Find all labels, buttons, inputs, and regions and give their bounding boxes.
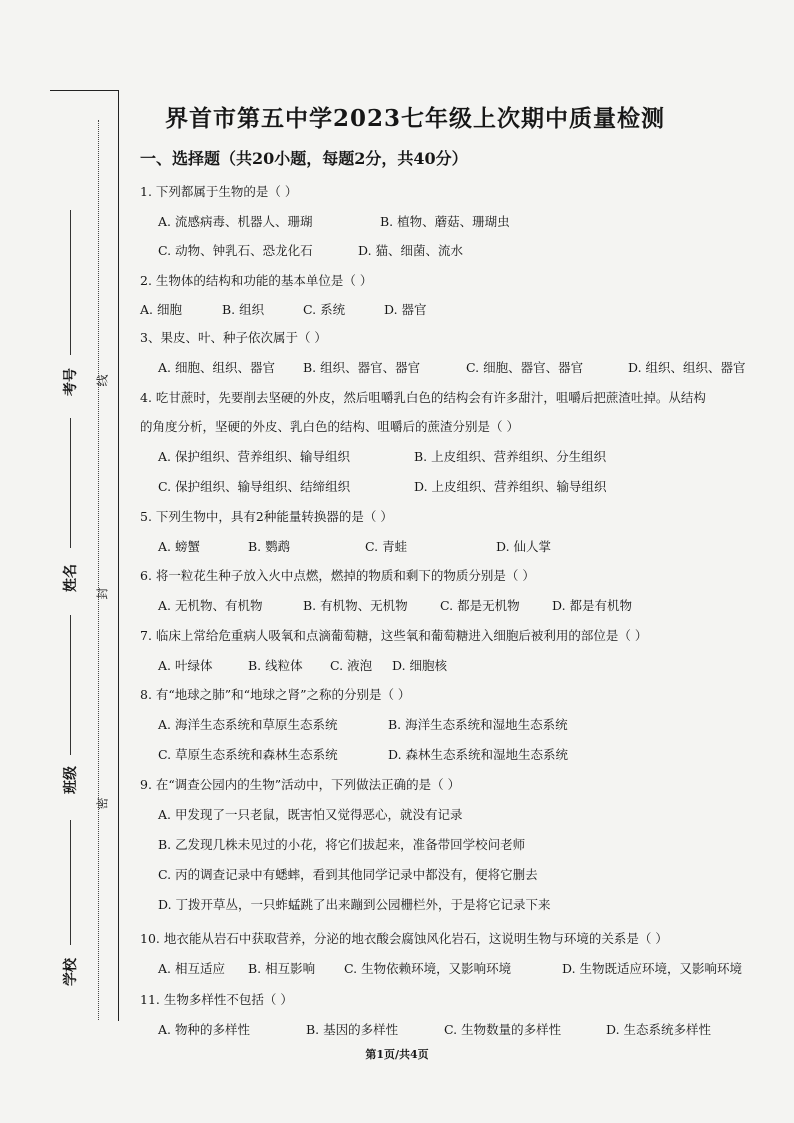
question-4-line-2: 的角度分析，坚硬的外皮、乳白色的结构、咀嚼后的蔗渣分别是（ ） <box>140 419 519 434</box>
question-8-option-a: A. 海洋生态系统和草原生态系统 <box>158 717 338 732</box>
question-1-option-d: D. 猫、细菌、流水 <box>358 243 464 258</box>
seal-seal-mark: 封 <box>95 587 110 600</box>
question-6-option-c: C. 都是无机物 <box>440 598 520 613</box>
question-11-option-b: B. 基因的多样性 <box>306 1022 399 1037</box>
question-3-option-a: A. 细胞、组织、器官 <box>158 360 275 375</box>
question-5-option-b: B. 鹦鹉 <box>248 539 291 554</box>
question-9-option-a: A. 甲发现了一只老鼠，既害怕又觉得恶心，就没有记录 <box>158 807 463 822</box>
question-1-option-c: C. 动物、钟乳石、恐龙化石 <box>158 243 313 258</box>
question-10-option-b: B. 相互影响 <box>248 961 316 976</box>
question-4-option-c: C. 保护组织、输导组织、结缔组织 <box>158 479 351 494</box>
question-7: 7. 临床上常给危重病人吸氧和点滴葡萄糖，这些氧和葡萄糖进入细胞后被利用的部位是（ ） <box>140 628 648 643</box>
question-2-option-c: C. 系统 <box>303 302 346 317</box>
exam-number-label: 考号 <box>63 368 79 396</box>
seal-line-mark: 线 <box>95 374 110 387</box>
question-3: 3、果皮、叶、种子依次属于（ ） <box>140 330 327 345</box>
seal-secret-mark: 密 <box>95 797 110 810</box>
question-9: 9. 在“调查公园内的生物”活动中，下列做法正确的是（ ） <box>140 777 461 792</box>
binding-margin-border <box>50 90 119 1021</box>
question-5-option-a: A. 螃蟹 <box>158 539 200 554</box>
question-1-option-a: A. 流感病毒、机器人、珊瑚 <box>158 214 313 229</box>
question-11-option-d: D. 生态系统多样性 <box>606 1022 712 1037</box>
question-8-option-c: C. 草原生态系统和森林生态系统 <box>158 747 338 762</box>
question-6-option-b: B. 有机物、无机物 <box>303 598 408 613</box>
question-9-option-d: D. 丁拨开草丛，一只蚱蜢跳了出来蹦到公园栅栏外，于是将它记录下来 <box>158 897 551 912</box>
question-2: 2. 生物体的结构和功能的基本单位是（ ） <box>140 273 373 288</box>
exam-title: 界首市第五中学2023七年级上次期中质量检测 <box>165 105 666 132</box>
question-4-option-d: D. 上皮组织、营养组织、输导组织 <box>414 479 607 494</box>
page-number: 第1页/共4页 <box>365 1048 429 1061</box>
question-1-option-b: B. 植物、蘑菇、珊瑚虫 <box>380 214 510 229</box>
question-6-option-a: A. 无机物、有机物 <box>158 598 263 613</box>
question-3-option-c: C. 细胞、器官、器官 <box>466 360 584 375</box>
question-4-option-a: A. 保护组织、营养组织、输导组织 <box>158 449 350 464</box>
name-rule <box>70 418 71 548</box>
seal-dotted-line <box>98 120 99 1020</box>
class-rule <box>70 615 71 755</box>
question-5: 5. 下列生物中，具有2种能量转换器的是（ ） <box>140 509 393 524</box>
question-8-option-b: B. 海洋生态系统和湿地生态系统 <box>388 717 568 732</box>
question-2-option-b: B. 组织 <box>222 302 265 317</box>
question-3-option-d: D. 组织、组织、器官 <box>628 360 746 375</box>
question-5-option-d: D. 仙人掌 <box>496 539 552 554</box>
question-10-option-a: A. 相互适应 <box>158 961 225 976</box>
question-4-line-1: 4. 吃甘蔗时，先要削去坚硬的外皮，然后咀嚼乳白色的结构会有许多甜汁，咀嚼后把蔗渣吐掉。从结构 <box>140 390 706 405</box>
question-6: 6. 将一粒花生种子放入火中点燃，燃掉的物质和剩下的物质分别是（ ） <box>140 568 535 583</box>
question-2-option-a: A. 细胞 <box>140 302 182 317</box>
class-label: 班级 <box>63 766 79 794</box>
question-11-option-c: C. 生物数量的多样性 <box>444 1022 562 1037</box>
question-5-option-c: C. 青蛙 <box>365 539 408 554</box>
school-label: 学校 <box>63 958 79 986</box>
exam-number-rule <box>70 210 71 355</box>
question-11: 11. 生物多样性不包括（ ） <box>140 992 293 1007</box>
question-7-option-a: A. 叶绿体 <box>158 658 213 673</box>
question-7-option-b: B. 线粒体 <box>248 658 303 673</box>
question-10-option-c: C. 生物依赖环境，又影响环境 <box>344 961 512 976</box>
question-8: 8. 有“地球之肺”和“地球之肾”之称的分别是（ ） <box>140 687 411 702</box>
question-7-option-c: C. 液泡 <box>330 658 373 673</box>
question-2-option-d: D. 器官 <box>384 302 427 317</box>
question-4-option-b: B. 上皮组织、营养组织、分生组织 <box>414 449 607 464</box>
section-heading: 一、选择题（共20小题，每题2分，共40分） <box>140 149 468 168</box>
question-10: 10. 地衣能从岩石中获取营养，分泌的地衣酸会腐蚀风化岩石，这说明生物与环境的关系是（ ） <box>140 931 668 946</box>
question-6-option-d: D. 都是有机物 <box>552 598 633 613</box>
school-rule <box>70 820 71 945</box>
name-label: 姓名 <box>63 564 79 592</box>
question-10-option-d: D. 生物既适应环境，又影响环境 <box>562 961 743 976</box>
question-11-option-a: A. 物种的多样性 <box>158 1022 250 1037</box>
question-1: 1. 下列都属于生物的是（ ） <box>140 184 298 199</box>
question-9-option-b: B. 乙发现几株未见过的小花，将它们拔起来，准备带回学校问老师 <box>158 837 526 852</box>
question-7-option-d: D. 细胞核 <box>392 658 448 673</box>
question-9-option-c: C. 丙的调查记录中有蟋蟀，看到其他同学记录中都没有，便将它删去 <box>158 867 538 882</box>
question-8-option-d: D. 森林生态系统和湿地生态系统 <box>388 747 569 762</box>
question-3-option-b: B. 组织、器官、器官 <box>303 360 421 375</box>
